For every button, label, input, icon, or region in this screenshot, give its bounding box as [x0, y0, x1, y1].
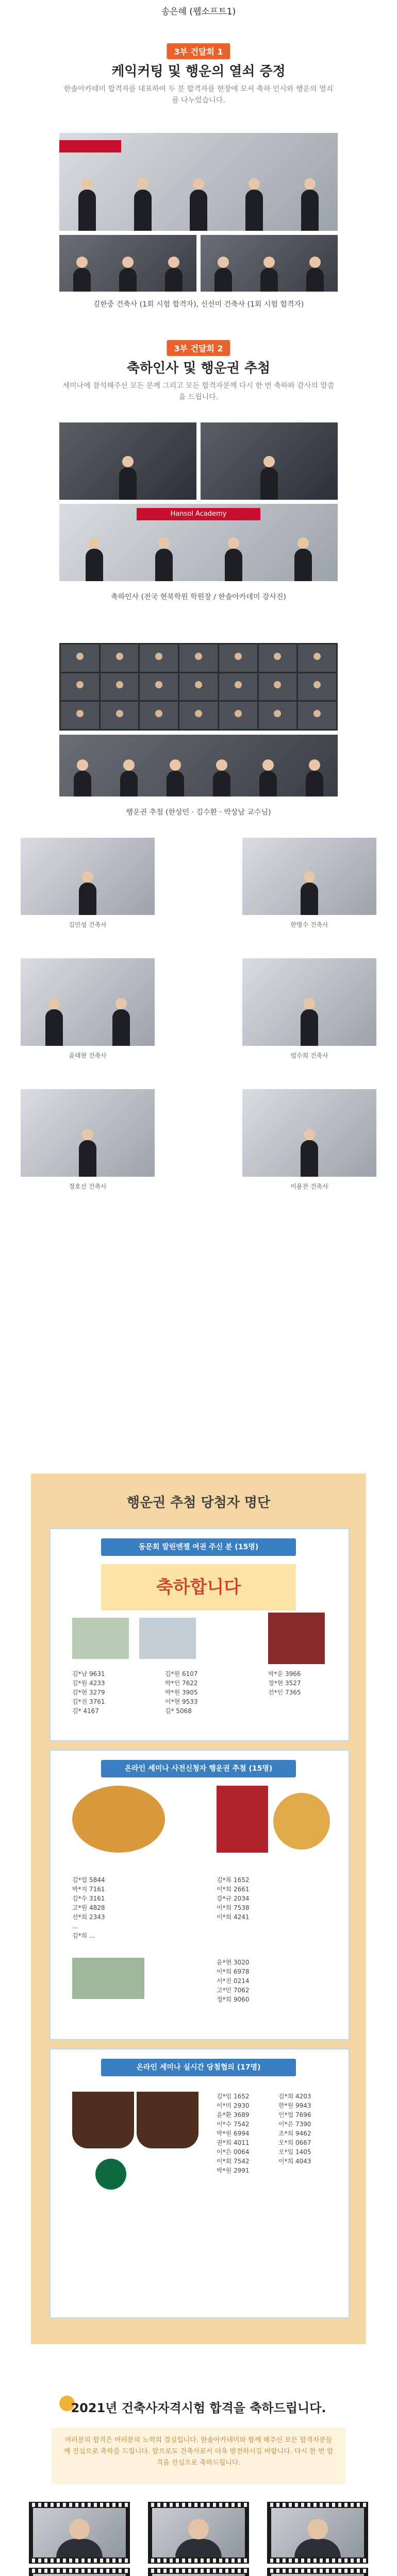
passer-film-frame — [267, 2568, 368, 2576]
gallery-photo-4 — [242, 958, 376, 1046]
chicken-image — [72, 1786, 165, 1853]
prize-head-1: 동문회 말린엔젤 여권 주신 분 (15명) — [101, 1538, 296, 1556]
section3-title: 케익커팅 및 행운의 열쇠 증정 — [111, 64, 286, 79]
key-ceremony-photo-1 — [59, 235, 196, 292]
prize2-winners-col2: 김*복 1652 이*희 2661 강*규 2034 이*희 7538 이*희 4241 — [217, 1876, 250, 1921]
passer-film-frame — [267, 2502, 368, 2564]
greeting-video-2 — [201, 422, 338, 500]
passer-film-frame — [148, 2568, 249, 2576]
gallery-caption-3: 윤태현 건축사 — [69, 1052, 107, 1059]
voucher-image — [72, 1958, 144, 1999]
prize-head-3: 온라인 세미나 실시간 당첨협의 (17명) — [101, 2059, 296, 2076]
gift-voucher-image — [72, 1618, 129, 1659]
hansol-banner — [59, 140, 121, 152]
prize1-winners-col3: 박*운 3966 정*현 3527 전*인 7365 — [268, 1670, 301, 1696]
top-caption: 송은혜 (웹소프트1) — [161, 7, 236, 17]
gallery-photo-3 — [21, 958, 155, 1046]
cola-image — [217, 1786, 268, 1853]
section3-badge: 3부 건달회 1 — [167, 43, 230, 59]
passer-film-frame — [29, 2568, 130, 2576]
prize3-winners-col1: 김*임 1652 이*미 2930 윤*환 3689 이*수 7542 박*원 6994 권*희 4011 이*은 0064 이*회 7542 박*원 2991 — [217, 2093, 250, 2174]
section3-desc: 한솔아카데미 합격자를 대표하여 두 분 합격자를 현장에 모셔 축하 인사와 행운의 열쇠를 나누었습니다. — [63, 85, 334, 105]
gallery-caption-4: 엄수희 건축사 — [290, 1052, 328, 1059]
prize3-winners-col2: 김*희 4203 한*원 9943 인*업 7696 이*은 7390 조*희 9462 오*희 0667 오*일 1405 이*희 4043 — [278, 2093, 311, 2165]
gift-box-image — [268, 1613, 325, 1664]
congrats-title: 2021년 건축사자격시험 합격을 축하드립니다. — [71, 2401, 326, 2415]
prize2-winners-col3: 윤*현 3020 이*희 6978 서*진 0214 고*민 7062 정*희 9060 — [217, 1959, 250, 2003]
gallery-photo-2 — [242, 838, 376, 915]
section4-title: 축하인사 및 행운권 추첨 — [126, 361, 271, 376]
hansol-academy-banner: Hansol Academy — [137, 508, 260, 520]
gift-card-image — [139, 1618, 196, 1659]
key-ceremony-photo-2 — [201, 235, 338, 292]
prize-head-2: 온라인 세미나 사전신청자 행운권 추첨 (15명) — [101, 1760, 296, 1777]
congrats-banner: 축하합니다 — [101, 1564, 296, 1611]
section4-caption-1: 축하인사 (전국 현북학원 학원장 / 한솔아카데미 강사진) — [111, 593, 286, 601]
section4-desc: 세미나에 참석해주신 모든 분께 그리고 모든 합격자분께 다시 한 번 축하와 감사의 말씀을 드립니다. — [62, 382, 335, 401]
passer-film-frame — [29, 2502, 130, 2564]
greeting-video-1 — [59, 422, 196, 500]
cake-cutting-photo — [59, 133, 338, 231]
hansol-stage-photo — [59, 504, 338, 581]
gallery-caption-2: 한명수 건축사 — [290, 921, 328, 928]
starbucks-logo — [95, 2159, 126, 2190]
zoom-meeting-grid — [59, 643, 338, 731]
gallery-caption-1: 김민성 건축사 — [69, 921, 107, 928]
prize1-winners-col2: 김*원 6107 박*인 7622 박*원 3905 이*현 9533 김* 5068 — [165, 1670, 198, 1715]
section3-caption: 김한중 건축사 (1회 시험 합격자), 신선미 건축사 (1회 시험 합격자) — [93, 300, 304, 309]
section4-caption-2: 행운권 추첨 (한상민 · 김수환 · 박상남 교수님) — [126, 808, 271, 817]
winners-title: 행운권 추첨 당첨자 명단 — [126, 1495, 271, 1511]
congrats-note: 여러분의 합격은 여러분의 노력의 결실입니다. 한솔아카데미와 함께 해주신 모든 합격자분들께 진심으로 축하를 드립니다. 앞으로도 건축사로서 더욱 발전하시길 바랍니다. 다시 한 번 합격을 진심으로 축하드립니다. — [52, 2428, 345, 2484]
gallery-photo-6 — [242, 1089, 376, 1177]
pizza-image — [273, 1793, 330, 1850]
prize1-winners-col1: 김*남 9631 김*원 4233 김*현 3279 김*진 3761 김* 4167 — [72, 1670, 105, 1715]
gallery-photo-5 — [21, 1089, 155, 1177]
passer-film-frame — [148, 2502, 249, 2564]
lucky-draw-photo — [59, 735, 338, 796]
gallery-caption-6: 이용찬 건축사 — [290, 1183, 328, 1190]
gallery-photo-1 — [21, 838, 155, 915]
gallery-caption-5: 정호선 건축사 — [69, 1183, 107, 1190]
coffee-cup-image-2 — [137, 2092, 198, 2148]
coffee-cup-image-1 — [72, 2092, 134, 2148]
section4-badge: 3부 건달회 2 — [167, 340, 230, 356]
prize2-winners-col1: 김*업 5844 박*지 7161 김*수 3161 고*원 4828 선*희 2343 ... 김*희 ... — [72, 1876, 105, 1939]
prize-panel-3 — [49, 2048, 350, 2318]
